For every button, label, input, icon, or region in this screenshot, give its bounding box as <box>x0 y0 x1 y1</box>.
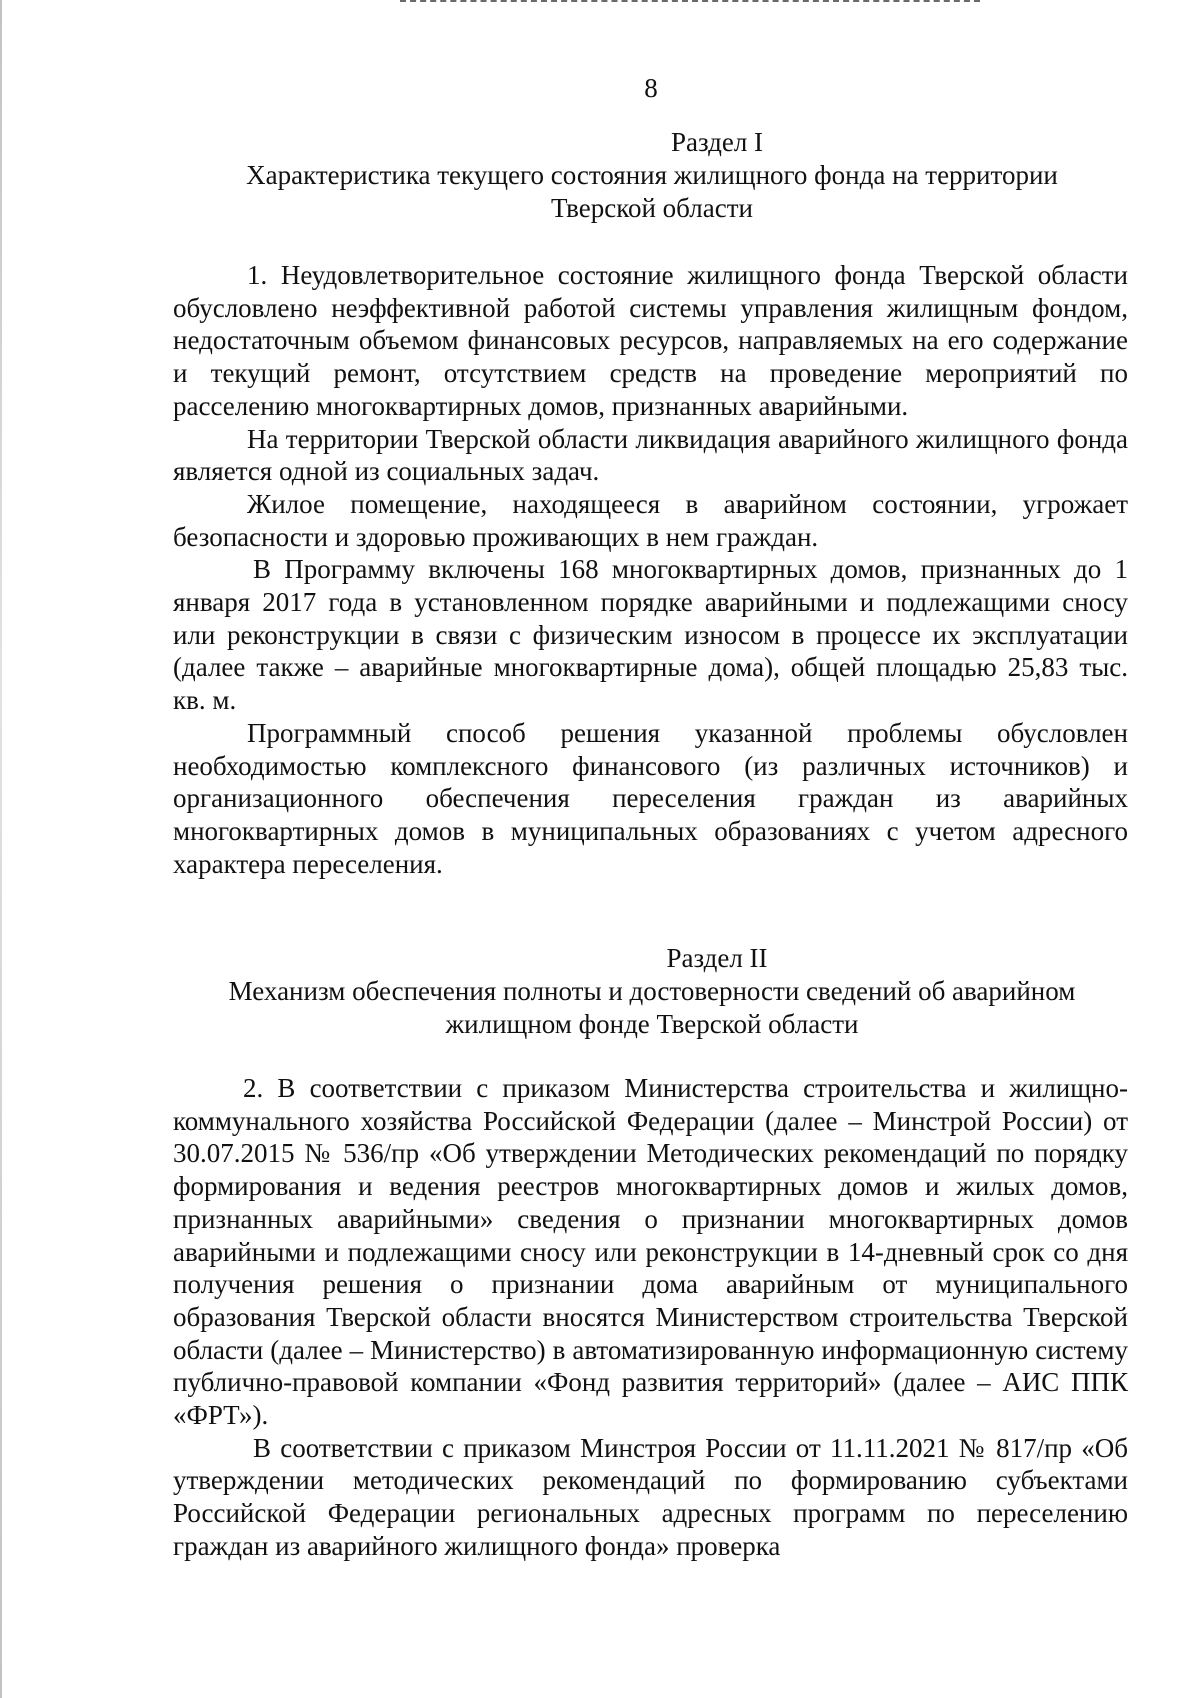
page-number: 8 <box>644 73 658 103</box>
section-2-label: Раздел II <box>666 943 768 973</box>
section-2-title-line-2: жилищном фонде Тверской области <box>445 1009 859 1039</box>
section-2-heading <box>170 942 1134 1041</box>
section-2-paragraph-2: В соответствии с приказом Минстроя России от 11.11.2021 № 817/пр «Об утверждении методических рекомендаций по формированию субъектами Российской Федерации региональных адресных программ по переселению граждан из аварийного жилищного фонда» проверка <box>173 1432 1128 1561</box>
section-1-label: Раздел I <box>670 127 764 157</box>
section-1-paragraph-1: 1. Неудовлетворительное состояние жилищного фонда Тверской области обусловлено неэффективной работой системы управления жилищным фондом, недостаточным объемом финансовых ресурсов, направляемых на его содержание и текущий ремонт, отсутствием средств на проведение мероприятий по расселению многоквартирных домов, признанных аварийными. <box>173 260 1128 421</box>
section-1-paragraph-2: На территории Тверской области ликвидация аварийного жилищного фонда является одной из социальных задач. <box>173 423 1128 487</box>
section-2-title-line-1: Механизм обеспечения полноты и достоверности сведений об аварийном <box>228 976 1076 1006</box>
section-1-title-line-1: Характеристика текущего состояния жилищного фонда на территории <box>246 160 1058 190</box>
section-1-paragraph-4: В Программу включены 168 многоквартирных домов, признанных до 1 января 2017 года в установленном порядке аварийными и подлежащими сносу или реконструкции в связи с физическим износом в процессе их эксплуатации (далее также – аварийные многоквартирные дома), общей площадью 25,83 тыс. кв. м. <box>173 554 1128 716</box>
section-1-paragraph-5: Программный способ решения указанной проблемы обусловлен необходимостью комплексного финансового (из различных источников) и организационного обеспечения переселения граждан из аварийных многоквартирных домов в муниципальных образованиях с учетом адресного характера переселения. <box>173 717 1128 879</box>
section-1-paragraph-3: Жилое помещение, находящееся в аварийном состоянии, угрожает безопасности и здоровью проживающих в нем граждан. <box>173 488 1128 552</box>
scan-left-edge <box>0 0 2 1698</box>
section-1-title-line-2: Тверской области <box>551 193 753 223</box>
scan-top-edge <box>400 0 980 4</box>
section-1-heading <box>170 126 1134 225</box>
section-2-body <box>173 1072 1128 1563</box>
section-1-body <box>173 259 1128 880</box>
section-2-paragraph-1: 2. В соответствии с приказом Министерства строительства и жилищно-коммунального хозяйства Российской Федерации (далее – Минстрой России) от 30.07.2015 № 536/пр «Об утверждении Методических рекомендаций по порядку формирования и ведения реестров многоквартирных домов и жилых домов, признанных аварийными» сведения о признании многоквартирных домов аварийными и подлежащими сносу или реконструкции в 14-дневный срок со дня получения решения о признании дома аварийным от муниципального образования Тверской области вносятся Министерством строительства Тверской области (далее – Министерство) в автоматизированную информационную систему публично-правовой компании «Фонд развития территорий» (далее – АИС ППК «ФРТ»). <box>173 1073 1128 1431</box>
